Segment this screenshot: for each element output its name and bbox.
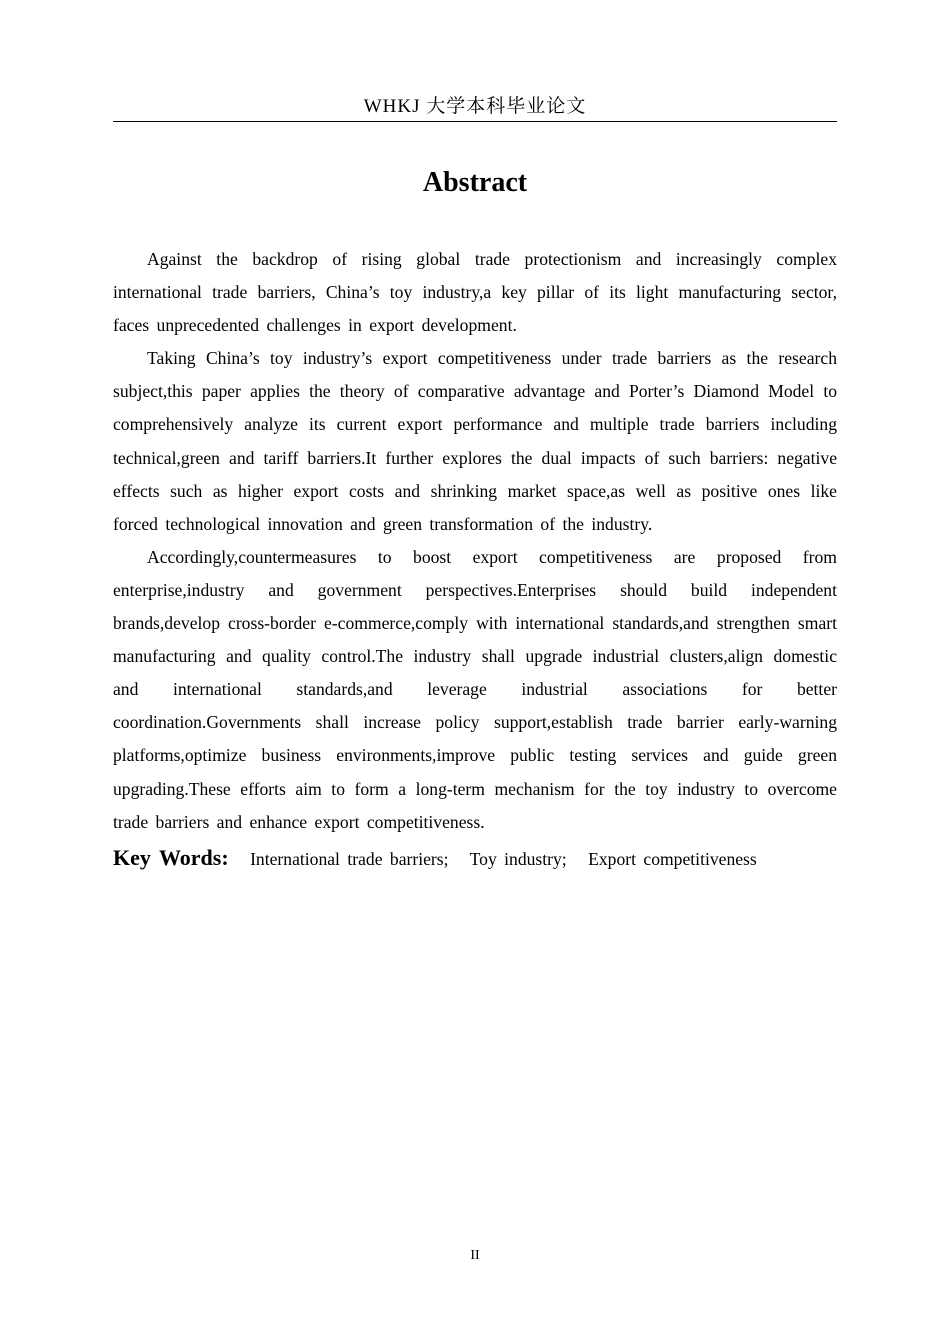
keyword-item: Toy industry; xyxy=(469,848,567,869)
header-rule xyxy=(113,121,837,122)
abstract-title: Abstract xyxy=(422,167,528,198)
keywords-label: Key Words: xyxy=(113,844,229,870)
keywords-line xyxy=(113,843,837,874)
keyword-item: International trade barriers; xyxy=(250,848,449,869)
keyword-item: Export competitiveness xyxy=(588,848,757,869)
abstract-paragraph-3: Accordingly,countermeasures to boost export competitiveness are proposed from enterprise,industry and government perspectives.Enterprises should build independent brands,develop cross-border e-commerce,comply with international standards,and strengthen smart manufacturing and quality control.The industry shall upgrade industrial clusters,align domestic and international standards,and leverage industrial associations for better coordination.Governments shall increase policy support,establish trade barrier early-warning platforms,optimize business environments,improve public testing services and guide green upgrading.These efforts aim to form a long-term mechanism for the toy industry to overcome trade barriers and enhance export competitiveness. xyxy=(113,546,837,832)
page-number: II xyxy=(470,1248,480,1263)
abstract-paragraph-1: Against the backdrop of rising global trade protectionism and increasingly complex international trade barriers, China’s toy industry,a key pillar of its light manufacturing sector, faces unprecedented challenges in export development. xyxy=(113,249,837,336)
abstract-body xyxy=(113,243,837,874)
abstract-paragraph-2: Taking China’s toy industry’s export competitiveness under trade barriers as the research subject,this paper applies the theory of comparative advantage and Porter’s Diamond Model to comprehensively analyze its current export performance and multiple trade barriers including technical,green and tariff barriers.It further explores the dual impacts of such barriers: negative effects such as higher export costs and shrinking market space,as well as positive ones like forced technological innovation and green transformation of the industry. xyxy=(113,348,837,534)
running-header: WHKJ 大学本科毕业论文 xyxy=(363,96,587,117)
